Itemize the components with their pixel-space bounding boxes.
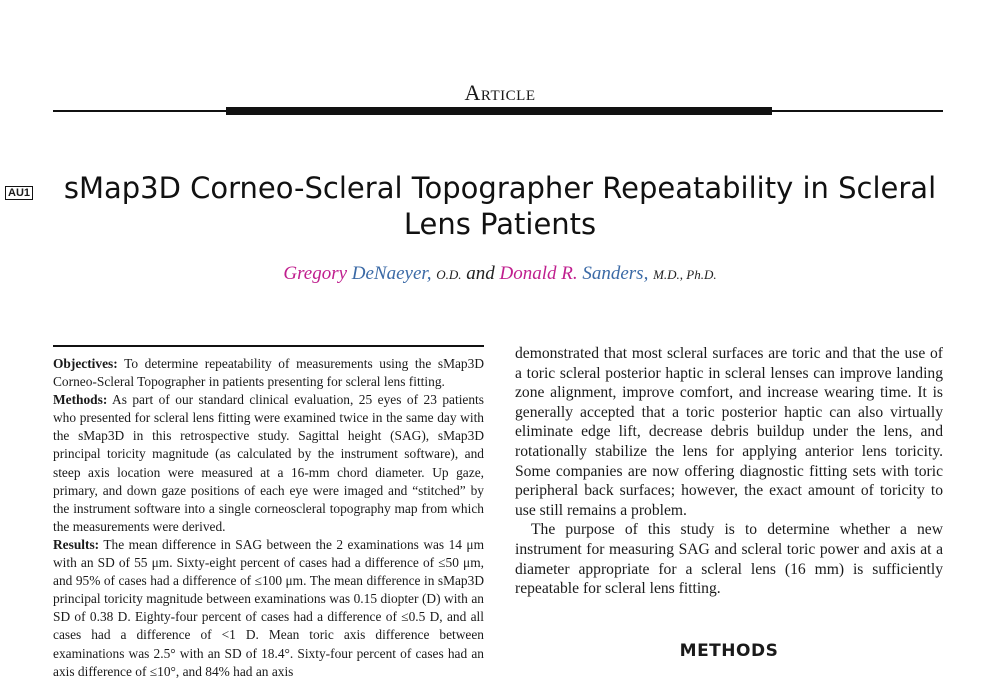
objectives-label: Objectives:	[53, 356, 118, 371]
abstract-objectives	[53, 355, 484, 391]
methods-text: As part of our standard clinical evaluation, 25 eyes of 23 patients who presented for scleral lens fitting were examined twice in the same day with the sMap3D in this retrospective study. Sagittal height (SAG), sMap3D principal toricity magnitude (as calculated by the instrument software), and steep axis location were measured at a 16-mm chord diameter. Up gaze, primary, and down gaze positions of each eye were imaged and “stitched” by the instrument software into a single corneoscleral topography map from which the measurements were derived.	[53, 392, 484, 534]
author2-last-name: Sanders,	[582, 263, 649, 284]
author2-degree: M.D., Ph.D.	[653, 267, 717, 282]
abstract	[53, 355, 484, 679]
author2-first-name: Donald R.	[499, 263, 578, 284]
author1-degree: O.D.	[436, 267, 462, 282]
methods-label: Methods:	[53, 392, 108, 408]
header-rule-thick	[226, 107, 772, 115]
methods-heading: METHODS	[679, 641, 779, 661]
section-label-text: Article	[464, 80, 536, 105]
section-label	[0, 80, 1000, 106]
author-line	[0, 263, 1000, 285]
body-paragraph-2: The purpose of this study is to determine whether a new instrument for measuring SAG and scleral toric power and axis at a diameter appropriate for a scleral lens (16 mm) is sufficiently repeatable for scleral lens fitting.	[515, 521, 943, 598]
body-column-right	[515, 344, 943, 599]
author-conjunction: and	[466, 263, 495, 284]
author1-first-name: Gregory	[283, 263, 348, 284]
abstract-rule	[53, 345, 484, 347]
abstract-results	[53, 536, 484, 681]
body-paragraph-1: demonstrated that most scleral surfaces are toric and that the use of a toric scleral posterior haptic in scleral lenses can improve landing zone alignment, improve comfort, and increase wearing time. It is generally accepted that a toric posterior haptic can also virtually eliminate edge lift, decrease debris buildup under the lens, and rotationally stabilize the lens for applying anterior lens toricity. Some companies are now offering diagnostic fitting sets with toric peripheral back surfaces; however, the exact amount of toricity to use still remains a problem.	[515, 345, 943, 519]
results-text: The mean difference in SAG between the 2 examinations was 14 μm with an SD of 55 μm. Sixty-eight percent of cases had a difference of ≤50 μm, and 95% of cases had a difference of ≤100 μm. The mean difference in sMap3D principal toricity magnitude between examinations was 0.15 diopter (D) with an SD of 0.38 D. Eighty-four percent of cases had a difference of ≤0.5 D, and all cases had a difference of <1 D. Mean toric axis difference between examinations was 2.5° with an SD of 18.4°. Sixty-four percent of cases had an axis difference of ≤10°, and 84% had an axis	[53, 536, 484, 679]
author-query-tag: AU1	[5, 186, 33, 200]
author1-last-name: DeNaeyer,	[351, 263, 432, 284]
objectives-text: To determine repeatability of measurements using the sMap3D Corneo-Scleral Topographer in patients presenting for scleral lens fitting.	[53, 356, 484, 390]
results-label: Results:	[53, 536, 100, 552]
article-title: sMap3D Corneo-Scleral Topographer Repeatability in Scleral Lens Patients	[63, 171, 937, 241]
abstract-methods	[53, 391, 484, 536]
